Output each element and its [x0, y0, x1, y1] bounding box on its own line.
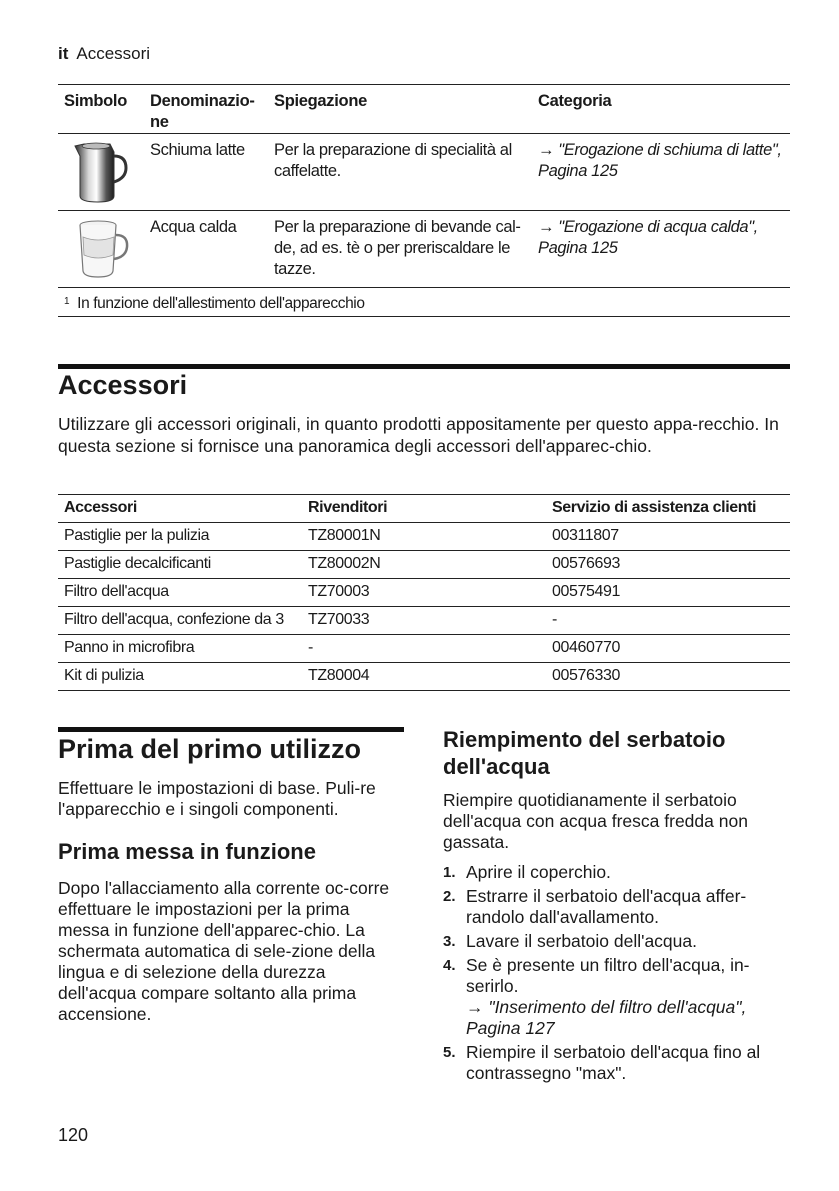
step-text: Riempire il serbatoio dell'acqua fino al contrassegno "max". — [466, 1042, 761, 1083]
list-item — [443, 1042, 789, 1084]
column-header-explanation: Spiegazione — [274, 92, 367, 110]
table-row — [58, 134, 790, 211]
dealer-code: TZ80002N — [308, 555, 381, 572]
category-link[interactable]: → "Erogazione di schiuma di latte", Pagina 125 — [538, 141, 782, 180]
footnote-mark: 1 — [64, 296, 70, 307]
steps-list — [443, 862, 789, 1087]
section-title-prima-utilizzo: Prima del primo utilizzo — [58, 734, 362, 764]
column-header-service: Servizio di assistenza clienti — [552, 499, 757, 516]
accessory-name: Panno in microfibra — [64, 639, 195, 656]
dealer-code: TZ70033 — [308, 611, 370, 628]
accessories-table — [58, 494, 790, 691]
section-title-riempimento: Riempimento del serbatoio dell'acqua — [443, 727, 726, 779]
riempimento-intro: Riempire quotidianamente il serbatoio dell'acqua con acqua fresca fredda non gassata. — [443, 790, 748, 852]
service-code: 00576330 — [552, 667, 620, 684]
page-number: 120 — [58, 1125, 89, 1145]
function-explanation: Per la preparazione di bevande cal-de, ad es. tè o per preriscaldare le tazze. — [274, 218, 521, 278]
service-code: 00311807 — [552, 527, 619, 544]
list-item — [443, 955, 789, 1039]
service-code: - — [552, 611, 557, 628]
step-text: Lavare il serbatoio dell'acqua. — [466, 931, 697, 951]
accessori-intro: Utilizzare gli accessori originali, in quanto prodotti appositamente per questo appa-recchio. In questa sezione si fornisce una panoramica degli accessori dell'apparec-chio. — [58, 414, 779, 456]
step-text: Aprire il coperchio. — [466, 862, 611, 882]
table-row — [58, 607, 790, 635]
service-code: 00575491 — [552, 583, 620, 600]
step-number: 1. — [443, 864, 456, 881]
section-divider — [58, 364, 790, 369]
table-footnote — [64, 293, 365, 314]
table-row — [58, 579, 790, 607]
glass-cup-icon — [70, 215, 132, 281]
column-header-category: Categoria — [538, 92, 612, 110]
table-row — [58, 523, 790, 551]
table-header-row — [58, 84, 790, 134]
table-header-row — [58, 495, 790, 523]
function-symbols-table — [58, 84, 790, 317]
accessory-name: Pastiglie per la pulizia — [64, 527, 210, 544]
step-number: 4. — [443, 957, 456, 974]
table-row — [58, 663, 790, 691]
list-item — [443, 931, 789, 952]
accessory-name: Kit di pulizia — [64, 667, 144, 684]
page-header — [58, 44, 150, 64]
category-link[interactable]: → "Erogazione di acqua calda", Pagina 125 — [538, 218, 758, 257]
prima-intro: Effettuare le impostazioni di base. Puli-re l'apparecchio e i singoli componenti. — [58, 778, 376, 819]
column-header-accessories: Accessori — [64, 499, 137, 516]
step-text: Estrarre il serbatoio dell'acqua affer-randolo dall'avallamento. — [466, 886, 747, 927]
accessory-name: Filtro dell'acqua — [64, 583, 169, 600]
accessory-name: Pastiglie decalcificanti — [64, 555, 211, 572]
function-explanation: Per la preparazione di specialità al caffelatte. — [274, 141, 512, 180]
column-header-dealers: Rivenditori — [308, 499, 388, 516]
milk-jug-icon — [70, 138, 132, 204]
dealer-code: - — [308, 639, 313, 656]
step-number: 5. — [443, 1044, 456, 1061]
step-number: 2. — [443, 888, 456, 905]
function-name: Schiuma latte — [150, 141, 245, 159]
step-number: 3. — [443, 933, 456, 950]
function-name: Acqua calda — [150, 218, 237, 236]
service-code: 00576693 — [552, 555, 620, 572]
list-item — [443, 886, 789, 928]
section-divider — [58, 727, 404, 732]
column-header-symbol: Simbolo — [64, 92, 127, 110]
table-row — [58, 635, 790, 663]
accessory-name: Filtro dell'acqua, confezione da 3 — [64, 611, 284, 628]
column-header-name: Denominazio- ne — [150, 92, 255, 131]
cross-reference-link[interactable]: → "Inserimento del filtro dell'acqua", Pagina 127 — [466, 997, 747, 1038]
dealer-code: TZ80004 — [308, 667, 370, 684]
language-code: it — [58, 44, 69, 63]
table-row — [58, 551, 790, 579]
header-section: Accessori — [76, 44, 151, 63]
footnote-text: In funzione dell'allestimento dell'apparecchio — [77, 295, 365, 312]
table-row — [58, 211, 790, 288]
section-title-accessori: Accessori — [58, 370, 188, 400]
step-text: Se è presente un filtro dell'acqua, in-serirlo. — [466, 955, 750, 996]
dealer-code: TZ70003 — [308, 583, 370, 600]
service-code: 00460770 — [552, 639, 620, 656]
list-item — [443, 862, 789, 883]
dealer-code: TZ80001N — [308, 527, 381, 544]
table-footnote-row — [58, 288, 790, 317]
messa-in-funzione-text: Dopo l'allacciamento alla corrente oc-corre effettuare le impostazioni per la prima messa in funzione dell'apparec-chio. La schermata automatica di sele-zione della lingua e di selezione della durezza dell'acqua compare soltanto alla prima accensione. — [58, 878, 390, 1024]
subsection-title-messa-in-funzione: Prima messa in funzione — [58, 839, 316, 864]
